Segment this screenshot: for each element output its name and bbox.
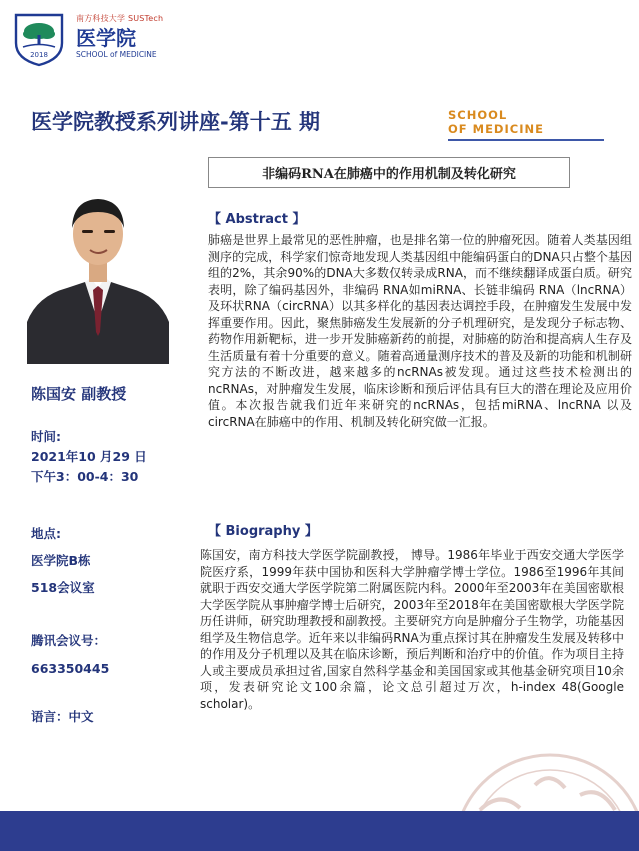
place-block bbox=[31, 520, 95, 601]
place-building: 医学院B栋 bbox=[31, 553, 91, 568]
school-name-en: SCHOOL of MEDICINE bbox=[76, 50, 157, 59]
speaker-name: 陈国安 副教授 bbox=[31, 385, 127, 403]
abstract-text: 肺癌是世界上最常见的恶性肿瘤，也是排名第一位的肿瘤死因。随着人类基因组测序的完成，科学家们惊奇地发现人类基因组中能编码蛋白的DNA只占整个基因组的2%，其余90%的DNA大多数仅转录成RNA，而不继续翻译成蛋白质。研究表明，除了编码基因外，非编码 RNA如miRNA、长链非编码 RNA（lncRNA）及环状RNA（circRNA）以其多样化的基因表达调控手段，在肿瘤发生发展中发挥重要作用。因此，聚焦肺癌发生发展新的分子机理研究，是发现分子标志物、药物作用新靶标，进一步开发肺癌新药的前提，对肺癌的防治和提高病人生存及生活质量有着十分重要的意义。随着高通量测序技术的普及及新的功能和机制研究方法的不断改进，越来越多的ncRNAs被发现。通过这些技术检测出的ncRNAs，对肿瘤发生发展，临床诊断和预后评估具有巨大的潜在理论及应用价值。本次报告就我们近年来研究的ncRNAs，包括miRNA、lncRNA 以及circRNA在肺癌中的作用、机制及转化研究做一汇报。 bbox=[208, 233, 632, 429]
page-title: 医学院教授系列讲座-第十五 期 bbox=[31, 110, 321, 134]
footer-bar bbox=[0, 811, 639, 851]
sustech-emblem-icon bbox=[11, 11, 67, 67]
language-info: 语言：中文 bbox=[31, 709, 94, 724]
time-label: 时间: bbox=[31, 429, 61, 444]
brand-underline bbox=[448, 139, 604, 141]
abstract-heading: 【 Abstract 】 bbox=[208, 212, 306, 227]
brand-line-2: OF MEDICINE bbox=[448, 122, 544, 136]
school-logo bbox=[76, 13, 163, 59]
brand-line-1: SCHOOL bbox=[448, 108, 508, 122]
school-name: 医学院 bbox=[76, 26, 136, 50]
lecture-time: 下午3：00-4：30 bbox=[31, 469, 139, 484]
time-block bbox=[31, 427, 147, 487]
speaker-photo bbox=[27, 172, 169, 364]
lecture-subject: 非编码RNA在肺癌中的作用机制及转化研究 bbox=[208, 157, 570, 188]
brand-mark bbox=[448, 108, 604, 141]
svg-text:2018: 2018 bbox=[30, 51, 48, 59]
meeting-block bbox=[31, 627, 109, 683]
meeting-label: 腾讯会议号： bbox=[31, 633, 107, 648]
meeting-id: 663350445 bbox=[31, 661, 110, 676]
lecture-date: 2021年10 月29 日 bbox=[31, 449, 147, 464]
biography-heading: 【 Biography 】 bbox=[208, 524, 318, 539]
place-room: 518会议室 bbox=[31, 580, 95, 595]
place-label: 地点: bbox=[31, 526, 61, 541]
university-name: 南方科技大学 SUSTech bbox=[76, 14, 164, 23]
biography-text: 陈国安，南方科技大学医学院副教授， 博导。1986年毕业于西安交通大学医学院医疗系，1999年获中国协和医科大学肿瘤学博士学位。1986至1996年其间就职于西安交通大学医学院第二附属医院内科。2000年至2003年在美国密歇根大学医学院从事肿瘤学博士后研究，2003年至2018年在美国密歇根大学医学院历任讲师，研究助理教授和副教授。主要研究方向是肿瘤分子生物学，功能基因组学及生物信息学。近年来以非编码RNA为重点探讨其在肿瘤发生发展及转移中的作用及分子机理以及其在临床诊断，预后判断和治疗中的价值。作为项目主持人或主要成员承担过省,国家自然科学基金和美国国家或其他基金研究项目10余项，发表研究论文100余篇，论文总引超过万次，h-index 48(Google scholar)。 bbox=[200, 548, 624, 711]
